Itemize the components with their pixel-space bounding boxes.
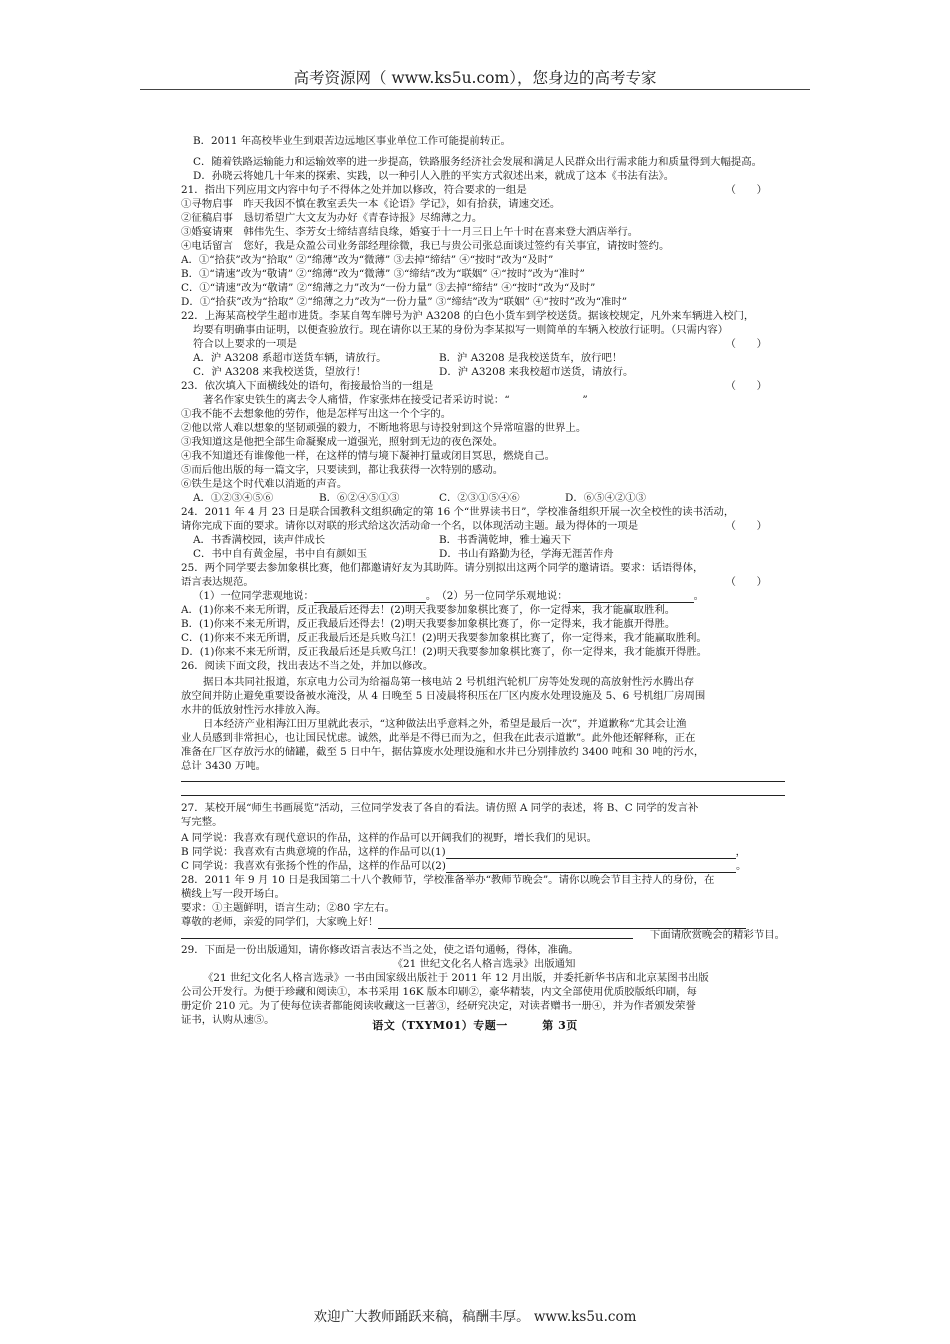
q22-answer-paren: （ ） (725, 338, 767, 350)
q27-a: A 同学说：我喜欢有现代意识的作品，这样的作品可以开阔我们的视野，增长我们的见识。 (181, 832, 598, 844)
q26-paragraph-line: 总计 3430 万吨。 (181, 760, 267, 772)
q29-notice-line: 公司公开发行。为便于珍藏和阅读①，本书采用 16K 版本印刷②，豪华精装，内文全部使用优质胶版纸印刷，每 (181, 986, 697, 998)
q23-option: C．②③①⑤④⑥ (439, 492, 520, 504)
q25-option: C．(1)你来不来无所谓，反正我最后还是兵败乌江！(2)明天我要参加象棋比赛了，你一定得来，我才能赢取胜利。 (181, 632, 707, 644)
q23-option: B．⑥②④⑤①③ (319, 492, 400, 504)
q24-stem-cont: 请你完成下面的要求。请你以对联的形式给这次活动命一个名，以体现活动主题。最为得体的一项是 (181, 520, 639, 532)
q23-item: ③我知道这是他把全部生命凝聚成一道强光，照射到无边的夜色深处。 (181, 436, 504, 448)
q22-stem-cont: 均要有明确事由证明，以便查验放行。现在请你以王某的身份为李某拟写一则简单的车辆入校放行证明。（只需内容） (193, 324, 729, 336)
q26-answer-line[interactable] (181, 795, 785, 796)
q26-paragraph-line: 业人员感到非常担心，也让国民忧虑。诚然，此举是不得已而为之，但我在此表示道歉”。此外他还解释称，正在 (181, 732, 696, 744)
q21-stem: 21．指出下列应用文内容中句子不得体之处并加以修改，符合要求的一组是 (181, 184, 527, 196)
q28-answer-line[interactable] (181, 938, 633, 939)
q29-stem: 29．下面是一份出版通知，请你修改语言表达不当之处，使之语句通畅，得体，准确。 (181, 944, 579, 956)
q22-stem: 22．上海某高校学生超市进货。李某自驾车牌号为沪 A3208 的白色小货车到学校送货。据该校规定，凡外来车辆进入校门， (181, 310, 755, 322)
q21-item: ②征稿启事 恳切希望广大文友为办好《青春诗报》尽绵薄之力。 (181, 212, 483, 224)
q21-item: ④电话留言 您好，我是众盈公司业务部经理徐微，我已与贵公司张总面谈过签约有关事宜，请按时签约。 (181, 240, 670, 252)
q23-item: ④我不知道还有谁像他一样，在这样的情与境下凝神打量或闭目冥思，燃烧自己。 (181, 450, 556, 462)
q23-item: ②他以常人难以想象的坚韧顽强的毅力，不断地将思与诗投射到这个异常喧嚣的世界上。 (181, 422, 587, 434)
q24-stem: 24．2011 年 4 月 23 日是联合国教科文组织确定的第 16 个“世界读书日”，学校准备组织开展一次全校性的读书活动， (181, 506, 735, 518)
q21-option: B．①“请速”改为“敬请” ②“绵薄”改为“微薄” ③“缔结”改为“联姻” ④“按时”改为“准时” (181, 268, 585, 280)
q28-stem-cont: 横线上写一段开场白。 (181, 888, 285, 900)
option-d-line: D．孙晓云将她几十年来的探索、实践，以一种引人入胜的平实方式叙述出来，就成了这本《书法有法》。 (193, 170, 675, 182)
q29-notice-line: 《21 世纪文化名人格言选录》一书由国家级出版社于 2011 年 12 月出版，并委托新华书店和北京某图书出版 (203, 972, 709, 984)
page-footer: 欢迎广大教师踊跃来稿，稿酬丰厚。 www.ks5u.com (313, 1309, 637, 1325)
q26-paragraph-line: 据日本共同社报道，东京电力公司为给福岛第一核电站 2 号机组汽轮机厂房等处发现的高放射性污水腾出存 (203, 676, 695, 688)
q25-blank-2[interactable] (568, 591, 694, 603)
q21-answer-paren: （ ） (725, 184, 767, 196)
q26-paragraph-line: 水井的低放射性污水排放入海。 (181, 704, 327, 716)
q24-option: A．书香满校园，读声伴成长 (193, 534, 326, 546)
q23-lead: 著名作家史铁生的离去令人痛惜，作家张炜在接受记者采访时说：“ ” (203, 394, 588, 406)
q25-option: D．(1)你来不来无所谓，反正我最后还是兵败乌江！(2)明天我要参加象棋比赛了，你一定得来，我才能旗开得胜。 (181, 646, 708, 658)
q25-prompt-row: （1）一位同学悲观地说： 。 （2）另一位同学乐观地说： 。 (193, 590, 705, 602)
q23-answer-paren: （ ） (725, 380, 767, 392)
q21-option: D．①“拾获”改为“拾取” ②“绵薄之力”改为“一份力量” ③“缔结”改为“联姻” ④“按时”改为“准时” (181, 296, 628, 308)
q28-closing: 下面请欣赏晚会的精彩节目。 (649, 929, 785, 941)
q25-option: B．(1)你来不来无所谓，反正我最后还得去！(2)明天我要参加象棋比赛了，你一定得来，我才能旗开得胜。 (181, 618, 676, 630)
q23-item: ⑤而后他出版的每一篇文字，只要读到，都让我获得一次特别的感动。 (181, 464, 504, 476)
q26-answer-line[interactable] (181, 781, 785, 782)
q24-answer-paren: （ ） (725, 520, 767, 532)
q27-b-row: B 同学说：我喜欢有古典意境的作品，这样的作品可以(1) ， (181, 846, 747, 858)
q28-opening: 尊敬的老师，亲爱的同学们，大家晚上好！ (181, 916, 379, 928)
q21-item: ③婚宴请柬 韩伟先生、李芳女士缔结喜结良缘，婚宴于十一月三日上午十时在喜来登大酒店举行。 (181, 226, 639, 238)
q22-stem-cont: 符合以上要求的一项是 (193, 338, 297, 350)
option-c-line: C．随着铁路运输能力和运输效率的进一步提高，铁路服务经济社会发展和满足人民群众出行需求能力和质量得到大幅提高。 (193, 156, 763, 168)
q29-notice-title: 《21 世纪文化名人格言选录》出版通知 (392, 958, 576, 970)
q27-blank-b[interactable] (446, 847, 736, 859)
option-b-line: B．2011 年高校毕业生到艰苦边远地区事业单位工作可能提前转正。 (193, 135, 511, 147)
q21-option: A．①“拾获”改为“拾取” ②“绵薄”改为“微薄” ③去掉“缔结” ④“按时”改为“及时” (181, 254, 554, 266)
q25-option: A．(1)你来不来无所谓，反正我最后还得去！(2)明天我要参加象棋比赛了，你一定得来，我才能赢取胜利。 (181, 604, 676, 616)
q23-item: ⑥铁生是这个时代难以消逝的声音。 (181, 478, 348, 490)
q25-prompt-1: （1）一位同学悲观地说： (193, 590, 314, 602)
q23-option: D．⑥⑤④②①③ (565, 492, 647, 504)
q22-option: A．沪 A3208 系超市送货车辆，请放行。 (193, 352, 387, 364)
q26-paragraph-line: 放空间并防止避免重要设备被水淹没，从 4 日晚至 5 日凌晨将积压在厂区内废水处理设施及 5、6 号机组厂房周围 (181, 690, 706, 702)
q26-stem: 26．阅读下面文段，找出表达不当之处，并加以修改。 (181, 660, 434, 672)
page-number: 语文（TXYM01）专题一 第 3页 (372, 1019, 578, 1032)
q27-stem: 27．某校开展“师生书画展览”活动，三位同学发表了各自的看法。请仿照 A 同学的表述，将 B、C 同学的发言补 (181, 802, 699, 814)
q25-prompt-2: （2）另一位同学乐观地说： (441, 590, 568, 602)
q24-option: C．书中自有黄金屋，书中自有颜如玉 (193, 548, 368, 560)
q27-blank-c[interactable] (446, 861, 736, 873)
q25-stem: 25．两个同学要去参加象棋比赛，他们都邀请好友为其助阵。请分别拟出这两个同学的邀请语。要求：话语得体， (181, 562, 704, 574)
q27-stem-cont: 写完整。 (181, 816, 223, 828)
q24-option: B．书香满乾坤，雅士遍天下 (439, 534, 572, 546)
q22-option: D．沪 A3208 来我校超市送货，请放行。 (439, 366, 634, 378)
q22-option: B．沪 A3208 是我校送货车，放行吧！ (439, 352, 623, 364)
q22-option: C．沪 A3208 来我校送货，望放行！ (193, 366, 367, 378)
q23-option: A．①②③④⑤⑥ (193, 492, 274, 504)
q25-answer-paren: （ ） (725, 576, 767, 588)
q25-stem-cont: 语言表达规范。 (181, 576, 254, 588)
q28-requirement: 要求：①主题鲜明，语言生动；②80 字左右。 (181, 902, 395, 914)
page-header: 高考资源网（ www.ks5u.com），您身边的高考专家 (293, 69, 657, 87)
q23-stem: 23．依次填入下面横线处的语句，衔接最恰当的一组是 (181, 380, 434, 392)
q21-item: ①寻物启事 昨天我因不慎在教室丢失一本《论语》学记》，如有拾获，请速交还。 (181, 198, 561, 210)
q25-blank-1[interactable] (314, 591, 426, 603)
q28-stem: 28．2011 年 9 月 10 日是我国第二十八个教师节，学校准备举办“教师节晚会”。请你以晚会节目主持人的身份，在 (181, 874, 715, 886)
q26-paragraph-line: 准备在厂区存放污水的储罐，截至 5 日中午，据估算废水处理设施和水井已分别排放约 3400 吨和 30 吨的污水， (181, 746, 705, 758)
q27-b: B 同学说：我喜欢有古典意境的作品，这样的作品可以(1) (181, 846, 446, 858)
q23-item: ①我不能不去想象他的劳作，他是怎样写出这一个个字的。 (181, 408, 452, 420)
exam-sheet (181, 128, 787, 1030)
q29-notice-line: 证书，认购从速⑤。 (181, 1014, 275, 1026)
q27-c-row: C 同学说：我喜欢有张扬个性的作品，这样的作品可以(2) 。 (181, 860, 747, 872)
header-divider (140, 89, 810, 90)
q24-option: D．书山有路勤为径，学海无涯苦作舟 (439, 548, 614, 560)
q21-option: C．①“请速”改为“敬请” ②“绵薄之力”改为“一份力量” ③去掉“缔结” ④“按时”改为“及时” (181, 282, 596, 294)
q29-notice-line: 册定价 210 元。为了使每位读者都能阅读收藏这一巨著③，经研究决定，对读者赠书一册④，并为作者颁发荣誉 (181, 1000, 696, 1012)
q27-c: C 同学说：我喜欢有张扬个性的作品，这样的作品可以(2) (181, 860, 446, 872)
q26-paragraph-line: 日本经济产业相海江田万里就此表示，“这种做法出乎意料之外，希望是最后一次”，并道歉称“尤其会让渔 (203, 718, 687, 730)
